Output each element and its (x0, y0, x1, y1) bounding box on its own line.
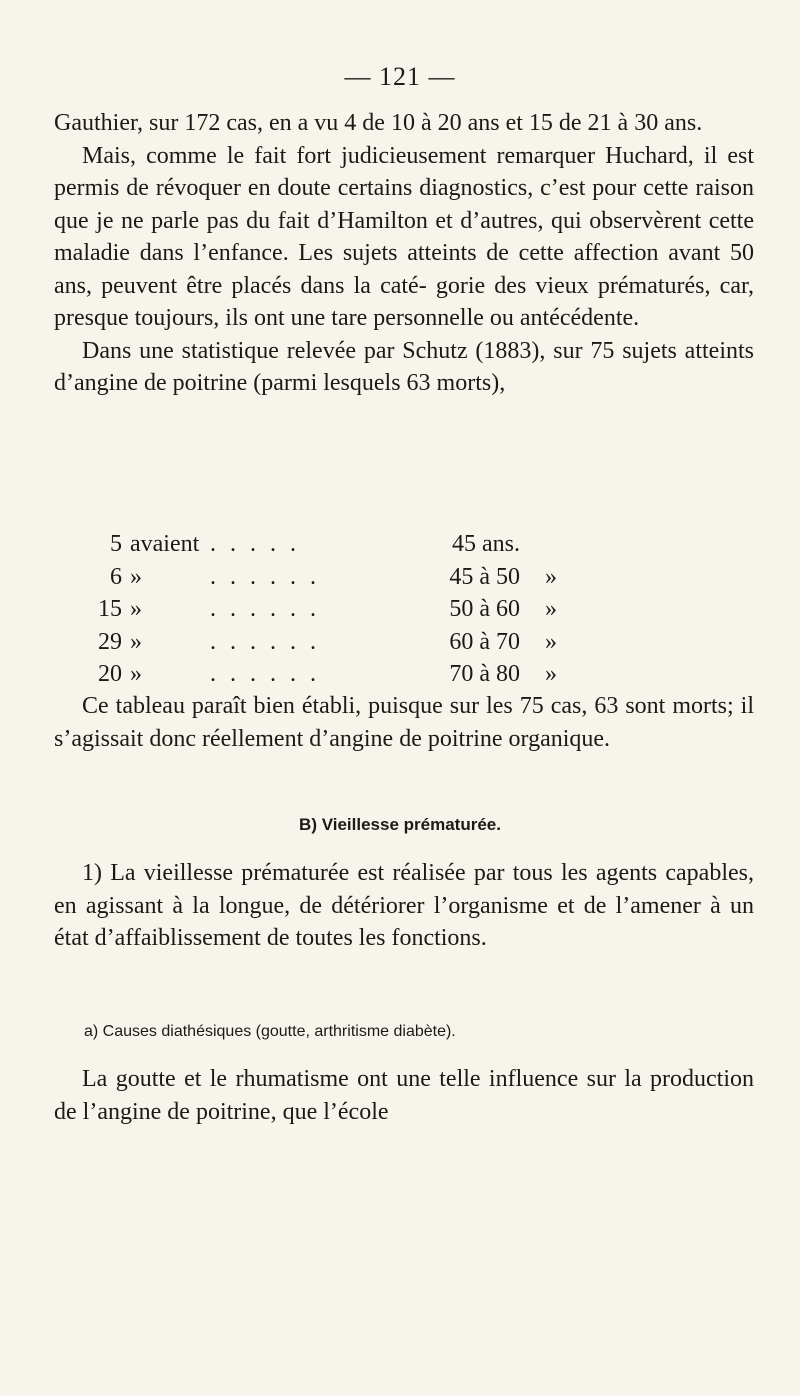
paragraph-table-comment: Ce tableau paraît bien établi, puisque sur les 75 cas, 63 sont morts; il s’agissait donc réellement d’angine de poitrine organique. (54, 693, 754, 752)
stat-count: 6 (110, 563, 122, 590)
stat-label: » (130, 628, 142, 655)
page-number: — 121 — (344, 62, 456, 91)
paragraph-gauthier: Gauthier, sur 172 cas, en a vu 4 de 10 à 20 ans et 15 de 21 à 30 ans. (54, 110, 703, 136)
stat-label: » (130, 563, 142, 590)
stat-leader-dots: . . . . . . (210, 596, 320, 622)
stat-leader-dots: . . . . . . (210, 563, 320, 590)
section-a-text (54, 1063, 754, 1128)
stat-age: 50 à 60 (449, 596, 520, 622)
stat-leader-dots: . . . . . . (210, 661, 320, 687)
stat-leader-dots: . . . . . (210, 531, 300, 557)
stat-age: 45 ans. (452, 531, 520, 557)
intro-text (54, 107, 754, 400)
statistics-row (0, 658, 800, 691)
paragraph-gout: La goutte et le rhumatisme ont une telle influence sur la production de l’angine de poitrine, que l’école (54, 1066, 754, 1125)
stat-count: 5 (110, 531, 122, 557)
table-commentary (54, 690, 754, 755)
stat-age: 70 à 80 (449, 661, 520, 687)
statistics-table (0, 528, 800, 691)
stat-count: 15 (98, 596, 122, 622)
section-heading-b: B) Vieillesse prématurée. (299, 815, 501, 834)
statistics-row (0, 561, 800, 594)
stat-ditto: » (545, 596, 557, 622)
paragraph-schutz: Dans une statistique relevée par Schutz (1883), sur 75 sujets atteints d’angine de poitrine (parmi lesquels 63 morts), (54, 337, 754, 396)
stat-ditto: » (545, 661, 557, 687)
statistics-row (0, 626, 800, 659)
paragraph-premature-aging: 1) La vieillesse prématurée est réalisée par tous les agents capables, en agissant à la longue, de détériorer l’organisme et de l’amener à un état d’affaiblissement de toutes les fonctions. (54, 860, 754, 951)
statistics-row (0, 528, 800, 561)
section-b-text (54, 857, 754, 955)
statistics-row (0, 593, 800, 626)
stat-age: 60 à 70 (449, 628, 520, 655)
stat-count: 20 (98, 661, 122, 687)
stat-ditto: » (545, 628, 557, 655)
stat-ditto: » (545, 563, 557, 590)
stat-count: 29 (98, 628, 122, 655)
stat-label: avaient (130, 531, 200, 557)
stat-label: » (130, 596, 142, 622)
stat-label: » (130, 661, 142, 687)
stat-leader-dots: . . . . . . (210, 628, 320, 655)
paragraph-huchard: Mais, comme le fait fort judicieusement remarquer Huchard, il est permis de révoquer en doute certains diagnostics, c’est pour cette raison que je ne parle pas du fait d’Hamilton et d’autres, qui observèrent cette maladie dans l’enfance. Les sujets atteints de cette affection avant 50 ans, peuvent être placés dans la caté- gorie des vieux prématurés, car, presque toujours, ils ont une tare personnelle ou antécédente. (54, 142, 754, 331)
subsection-heading-a: a) Causes diathésiques (goutte, arthritisme diabète). (84, 1023, 456, 1040)
stat-age: 45 à 50 (449, 563, 520, 590)
